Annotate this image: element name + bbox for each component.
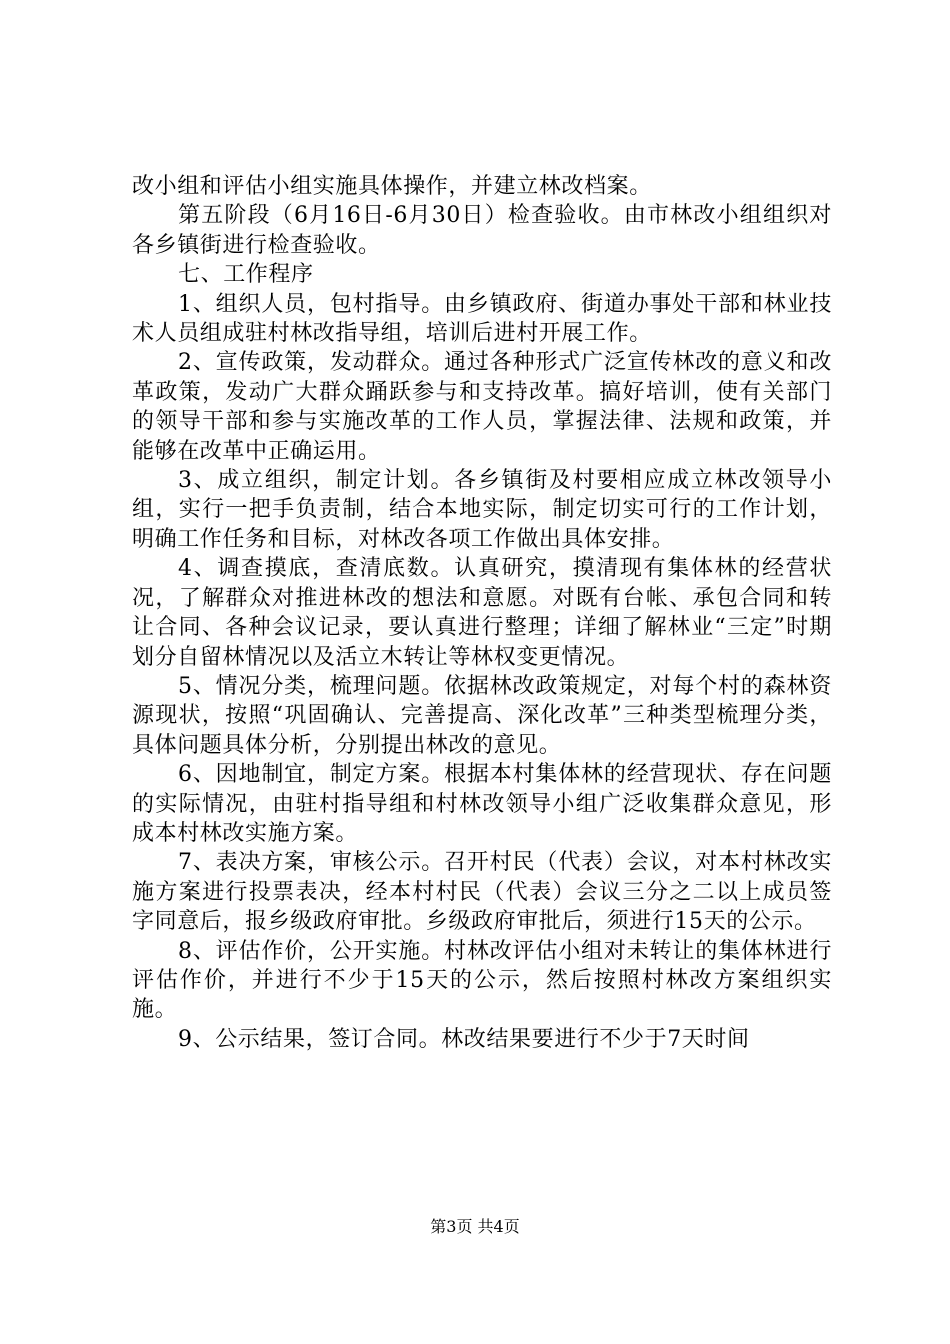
paragraph-step-1: 1、组织人员，包村指导。由乡镇政府、街道办事处干部和林业技术人员组成驻村林改指导组，培训后进村开展工作。 — [132, 291, 832, 347]
paragraph-step-6: 6、因地制宜，制定方案。根据本村集体林的经营现状、存在问题的实际情况，由驻村指导组和村林改领导小组广泛收集群众意见，形成本村林改实施方案。 — [132, 762, 832, 846]
page-number-footer: 第3页 共4页 — [430, 1217, 520, 1236]
paragraph-stage-five: 第五阶段（6月16日-6月30日）检查验收。由市林改小组组织对各乡镇街进行检查验收。 — [132, 203, 832, 258]
paragraph-step-3: 3、成立组织，制定计划。各乡镇街及村要相应成立林改领导小组，实行一把手负责制，结合本地实际，制定切实可行的工作计划，明确工作任务和目标，对林改各项工作做出具体安排。 — [132, 468, 832, 552]
section-heading-work-procedure: 七、工作程序 — [178, 262, 314, 288]
paragraph-continuation: 改小组和评估小组实施具体操作，并建立林改档案。 — [132, 174, 652, 199]
paragraph-step-5: 5、情况分类，梳理问题。依据林改政策规定，对每个村的森林资源现状，按照“巩固确认、完善提高、深化改革”三种类型梳理分类，具体问题具体分析，分别提出林改的意见。 — [132, 673, 832, 758]
paragraph-step-9: 9、公示结果，签订合同。林改结果要进行不少于7天时间 — [178, 1026, 750, 1052]
paragraph-step-8: 8、评估作价，公开实施。村林改评估小组对未转让的集体林进行评估作价，并进行不少于15天的公示，然后按照村林改方案组织实施。 — [132, 938, 832, 1023]
document-body — [132, 172, 832, 1054]
paragraph-step-4: 4、调查摸底，查清底数。认真研究，摸清现有集体林的经营状况，了解群众对推进林改的想法和意愿。对既有台帐、承包合同和转让合同、各种会议记录，要认真进行整理；详细了解林业“三定”时期划分自留林情况以及活立木转让等林权变更情况。 — [132, 556, 832, 670]
paragraph-step-7: 7、表决方案，审核公示。召开村民（代表）会议，对本村林改实施方案进行投票表决，经本村村民（代表）会议三分之二以上成员签字同意后，报乡级政府审批。乡级政府审批后，须进行15天的公示。 — [132, 850, 832, 935]
paragraph-step-2: 2、宣传政策，发动群众。通过各种形式广泛宣传林改的意义和改革政策，发动广大群众踊跃参与和支持改革。搞好培训，使有关部门的领导干部和参与实施改革的工作人员，掌握法律、法规和政策，并能够在改革中正确运用。 — [132, 350, 832, 464]
